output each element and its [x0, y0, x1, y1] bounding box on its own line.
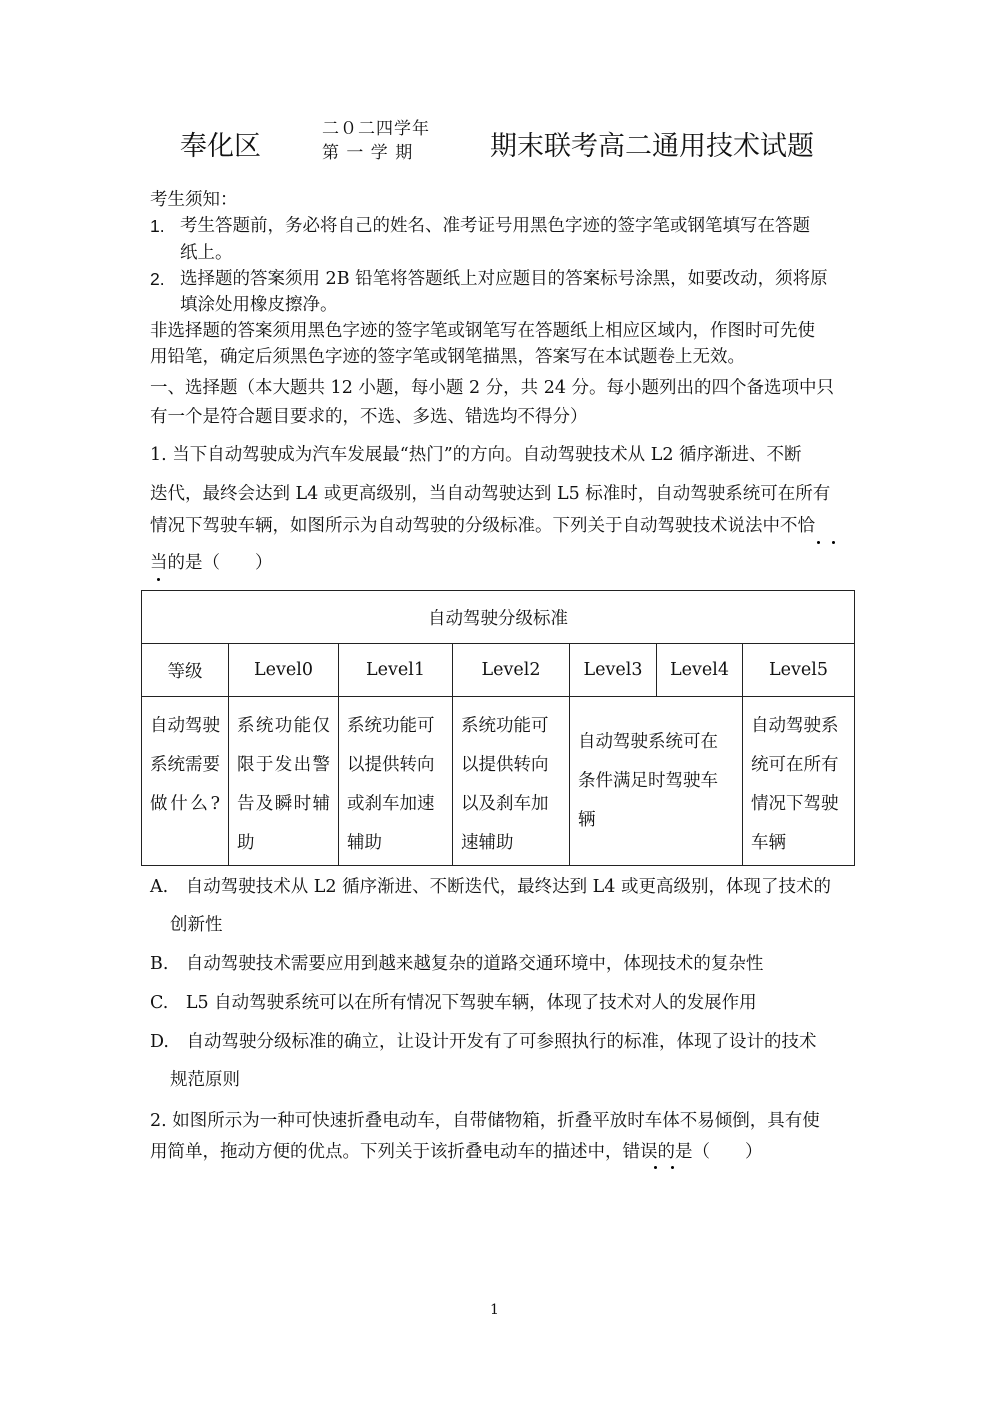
- school-year-line2: 第 一 学 期: [322, 143, 414, 163]
- table-cell-level3-4-text: 自动驾驶系统可在条件满足时驾驶车辆: [578, 731, 718, 830]
- table-header-grade: 等级: [142, 644, 229, 697]
- q1-option-d-line2: 规范原则: [170, 1070, 240, 1090]
- table-cell-level1-text: 系统功能可以提供转向或刹车加速辅助: [347, 716, 435, 853]
- q1-option-c: C. L5 自动驾驶系统可以在所有情况下驾驶车辆，体现了技术对人的发展作用: [150, 993, 757, 1013]
- notice-heading: 考生须知：: [150, 190, 238, 210]
- table-cell-level2: [453, 697, 570, 866]
- section1-line2: 有一个是符合题目要求的，不选、多选、错选均不得分）: [150, 407, 588, 427]
- q2-line1: 2. 如图所示为一种可快速折叠电动车，自带储物箱，折叠平放时车体不易倾倒，具有使: [150, 1111, 820, 1131]
- notice-para3-line1: 非选择题的答案须用黑色字迹的签字笔或钢笔写在答题纸上相应区域内，作图时可先使: [150, 321, 815, 341]
- table-cell-level3-4: [570, 697, 743, 866]
- table-cell-level2-text: 系统功能可以提供转向以及刹车加速辅助: [461, 716, 549, 853]
- table-row-label-text: 自动驾驶系统需要做什么?: [150, 716, 220, 814]
- section1-line1: 一、选择题（本大题共 12 小题，每小题 2 分，共 24 分。每小题列出的四个备选项中只: [150, 378, 835, 398]
- emphasis-dot: [817, 541, 820, 544]
- table-row-label: [142, 697, 229, 866]
- table-cell-level5-text: 自动驾驶系统可在所有情况下驾驶车辆: [751, 716, 839, 853]
- table-header-level4: Level4: [657, 644, 743, 697]
- q1-option-a-line2: 创新性: [170, 915, 223, 935]
- q1-line1: 1. 当下自动驾驶成为汽车发展最“热门”的方向。自动驾驶技术从 L2 循序渐进、不断: [150, 445, 802, 465]
- table-header-level3: Level3: [570, 644, 657, 697]
- table-header-level1: Level1: [339, 644, 453, 697]
- school-year-line1: 二０二四学年: [322, 119, 430, 139]
- notice-para3-line2: 用铅笔，确定后须黑色字迹的签字笔或钢笔描黑，答案写在本试题卷上无效。: [150, 347, 745, 367]
- q1-line2: 迭代，最终会达到 L4 或更高级别，当自动驾驶达到 L5 标准时，自动驾驶系统可在所有: [150, 484, 831, 504]
- q2-line2: 用简单，拖动方便的优点。下列关于该折叠电动车的描述中，错误的是（ ）: [150, 1142, 763, 1162]
- notice-item2-num: 2.: [150, 269, 165, 289]
- table-caption: 自动驾驶分级标准: [142, 591, 855, 644]
- table-header-level5: Level5: [743, 644, 855, 697]
- table-header-level2: Level2: [453, 644, 570, 697]
- emphasis-dot: [671, 1166, 674, 1169]
- q1-option-b: B. 自动驾驶技术需要应用到越来越复杂的道路交通环境中，体现技术的复杂性: [150, 954, 764, 974]
- notice-item1-line2: 纸上。: [180, 243, 233, 263]
- emphasis-dot: [654, 1166, 657, 1169]
- exam-title: 期末联考高二通用技术试题: [490, 131, 814, 162]
- autonomy-level-table: [141, 590, 855, 866]
- notice-item1-line1: 考生答题前，务必将自己的姓名、准考证号用黑色字迹的签字笔或钢笔填写在答题: [180, 216, 810, 236]
- notice-item2-line1: 选择题的答案须用 2B 铅笔将答题纸上对应题目的答案标号涂黑，如要改动，须将原: [180, 269, 828, 289]
- table-cell-level0-text: 系统功能仅限于发出警告及瞬时辅助: [237, 716, 330, 853]
- table-header-level0: Level0: [229, 644, 339, 697]
- table-cell-level5: [743, 697, 855, 866]
- notice-item1-num: 1.: [150, 216, 165, 236]
- q1-option-d-line1: D. 自动驾驶分级标准的确立，让设计开发有了可参照执行的标准，体现了设计的技术: [150, 1032, 817, 1052]
- emphasis-dot: [832, 541, 835, 544]
- notice-item2-line2: 填涂处用橡皮擦净。: [180, 295, 338, 315]
- table-cell-level0: [229, 697, 339, 866]
- page-number: 1: [490, 1302, 499, 1318]
- table-cell-level1: [339, 697, 453, 866]
- q1-line3: 情况下驾驶车辆，如图所示为自动驾驶的分级标准。下列关于自动驾驶技术说法中不恰: [150, 516, 815, 536]
- district-name: 奉化区: [180, 131, 261, 162]
- school-year: [322, 117, 430, 165]
- q1-line4: 当的是（ ）: [150, 553, 273, 573]
- q1-option-a-line1: A. 自动驾驶技术从 L2 循序渐进、不断迭代，最终达到 L4 或更高级别，体现了技术的: [150, 877, 831, 897]
- emphasis-dot: [157, 578, 160, 581]
